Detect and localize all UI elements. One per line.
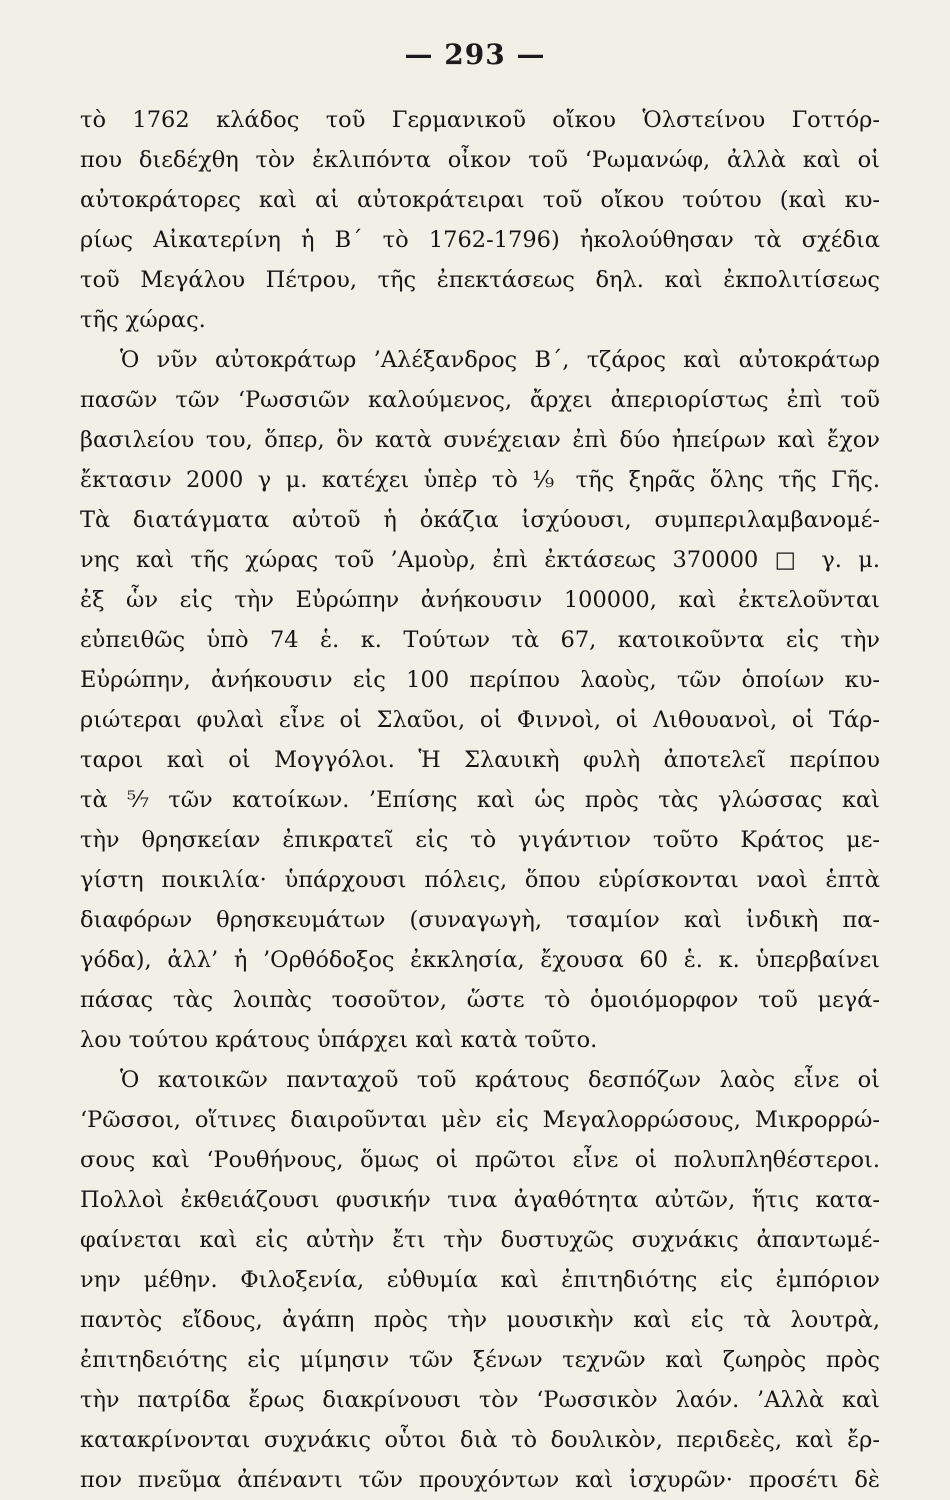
text-line: τὸ 1762 κλάδος τοῦ Γερμανικοῦ οἴκου Ὁλστείνου Γοττόρ- [80, 107, 880, 133]
text-line: Ὁ κατοικῶν πανταχοῦ τοῦ κράτους δεσπόζων λαὸς εἶνε οἱ [120, 1067, 880, 1093]
text-line: παντὸς εἴδους, ἀγάπη πρὸς τὴν μουσικὴν καὶ εἰς τὰ λουτρὰ, [80, 1307, 880, 1333]
text-line: Εὐρώπην, ἀνήκουσιν εἰς 100 περίπου λαοὺς, τῶν ὁποίων κυ- [80, 667, 880, 693]
text-line: ρίως Αἰκατερίνη ἡ Β΄ τὸ 1762-1796) ἠκολούθησαν τὰ σχέδια [80, 227, 880, 253]
text-line: εὐπειθῶς ὑπὸ 74 ἑ. κ. Τούτων τὰ 67, κατοικοῦντα εἰς τὴν [80, 627, 880, 653]
page-number: — 293 — [404, 38, 546, 71]
text-line: τοῦ Μεγάλου Πέτρου, τῆς ἐπεκτάσεως δηλ. καὶ ἐκπολιτίσεως [80, 267, 880, 293]
text-line: ‘Ρῶσσοι, οἵτινες διαιροῦνται μὲν εἰς Μεγαλορρώσους, Μικρορρώ- [80, 1107, 880, 1133]
text-line: ταροι καὶ οἱ Μογγόλοι. Ἡ Σλαυικὴ φυλὴ ἀποτελεῖ περίπου [80, 747, 880, 773]
text-line: λου τούτου κράτους ὑπάρχει καὶ κατὰ τοῦτο. [80, 1027, 598, 1053]
text-line: Ὁ νῦν αὐτοκράτωρ ’Αλέξανδρος Β΄, τζάρος καὶ αὐτοκράτωρ [120, 347, 880, 373]
text-line: διαφόρων θρησκευμάτων (συναγωγὴ, τσαμίον καὶ ἰνδικὴ πα- [80, 907, 880, 933]
text-line: κατακρίνονται συχνάκις οὗτοι διὰ τὸ δουλικὸν, περιδεὲς, καὶ ἔρ- [80, 1427, 880, 1453]
text-line: σους καὶ ‘Ρουθήνους, ὅμως οἱ πρῶτοι εἶνε οἱ πολυπληθέστεροι. [80, 1147, 880, 1173]
text-line: ἐξ ὧν εἰς τὴν Εὐρώπην ἀνήκουσιν 100000, καὶ ἐκτελοῦνται [80, 587, 880, 613]
text-line: τῆς χώρας. [80, 307, 206, 333]
text-line: νην μέθην. Φιλοξενία, εὐθυμία καὶ ἐπιτηδιότης εἰς ἐμπόριον [80, 1267, 880, 1293]
text-line: ἐπιτηδειότης εἰς μίμησιν τῶν ξένων τεχνῶν καὶ ζωηρὸς πρὸς [80, 1347, 880, 1373]
text-line: βασιλείου του, ὅπερ, ὃν κατὰ συνέχειαν ἐπὶ δύο ἠπείρων καὶ ἔχον [80, 427, 880, 453]
text-line: γίστη ποικιλία· ὑπάρχουσι πόλεις, ὅπου εὑρίσκονται ναοὶ ἑπτὰ [80, 867, 880, 893]
text-line: Τὰ διατάγματα αὐτοῦ ἡ ὀκάζια ἰσχύουσι, συμπεριλαμβανομέ- [80, 507, 880, 533]
text-line: πον πνεῦμα ἀπέναντι τῶν προυχόντων καὶ ἰσχυρῶν· προσέτι δὲ [80, 1467, 880, 1493]
text-line: πασῶν τῶν ‘Ρωσσιῶν καλούμενος, ἄρχει ἀπεριορίστως ἐπὶ τοῦ [80, 387, 880, 413]
text-line: γόδα), ἀλλ’ ἡ ’Ορθόδοξος ἐκκλησία, ἔχουσα 60 ἑ. κ. ὑπερβαίνει [80, 947, 880, 973]
text-line: Πολλοὶ ἐκθειάζουσι φυσικήν τινα ἀγαθότητα αὐτῶν, ἥτις κατα- [80, 1187, 880, 1213]
text-line: τὰ ⁵⁄₇ τῶν κατοίκων. ’Επίσης καὶ ὡς πρὸς τὰς γλώσσας καὶ [80, 787, 880, 813]
text-line: νης καὶ τῆς χώρας τοῦ ’Αμοὺρ, ἐπὶ ἐκτάσεως 370000 □ γ. μ. [80, 547, 880, 573]
text-line: φαίνεται καὶ εἰς αὐτὴν ἔτι τὴν δυστυχῶς συχνάκις ἀπαντωμέ- [80, 1227, 880, 1253]
text-line: τὴν θρησκείαν ἐπικρατεῖ εἰς τὸ γιγάντιον τοῦτο Κράτος με- [80, 827, 880, 853]
text-line: αὐτοκράτορες καὶ αἱ αὐτοκράτειραι τοῦ οἴκου τούτου (καὶ κυ- [80, 187, 880, 213]
text-line: ἔκτασιν 2000 γ μ. κατέχει ὑπὲρ τὸ ⅑ τῆς ξηρᾶς ὅλης τῆς Γῆς. [80, 467, 880, 493]
text-line: που διεδέχθη τὸν ἐκλιπόντα οἶκον τοῦ ‘Ρωμανώφ, ἀλλὰ καὶ οἱ [80, 147, 880, 173]
text-line: πάσας τὰς λοιπὰς τοσοῦτον, ὥστε τὸ ὁμοιόμορφον τοῦ μεγά- [80, 987, 880, 1013]
text-line: τὴν πατρίδα ἔρως διακρίνουσι τὸν ‘Ρωσσικὸν λαόν. ’Αλλὰ καὶ [80, 1387, 880, 1413]
text-line: ριώτεραι φυλαὶ εἶνε οἱ Σλαῦοι, οἱ Φιννοὶ, οἱ Λιθουανοὶ, οἱ Τάρ- [80, 707, 880, 733]
body-text [80, 100, 880, 1500]
